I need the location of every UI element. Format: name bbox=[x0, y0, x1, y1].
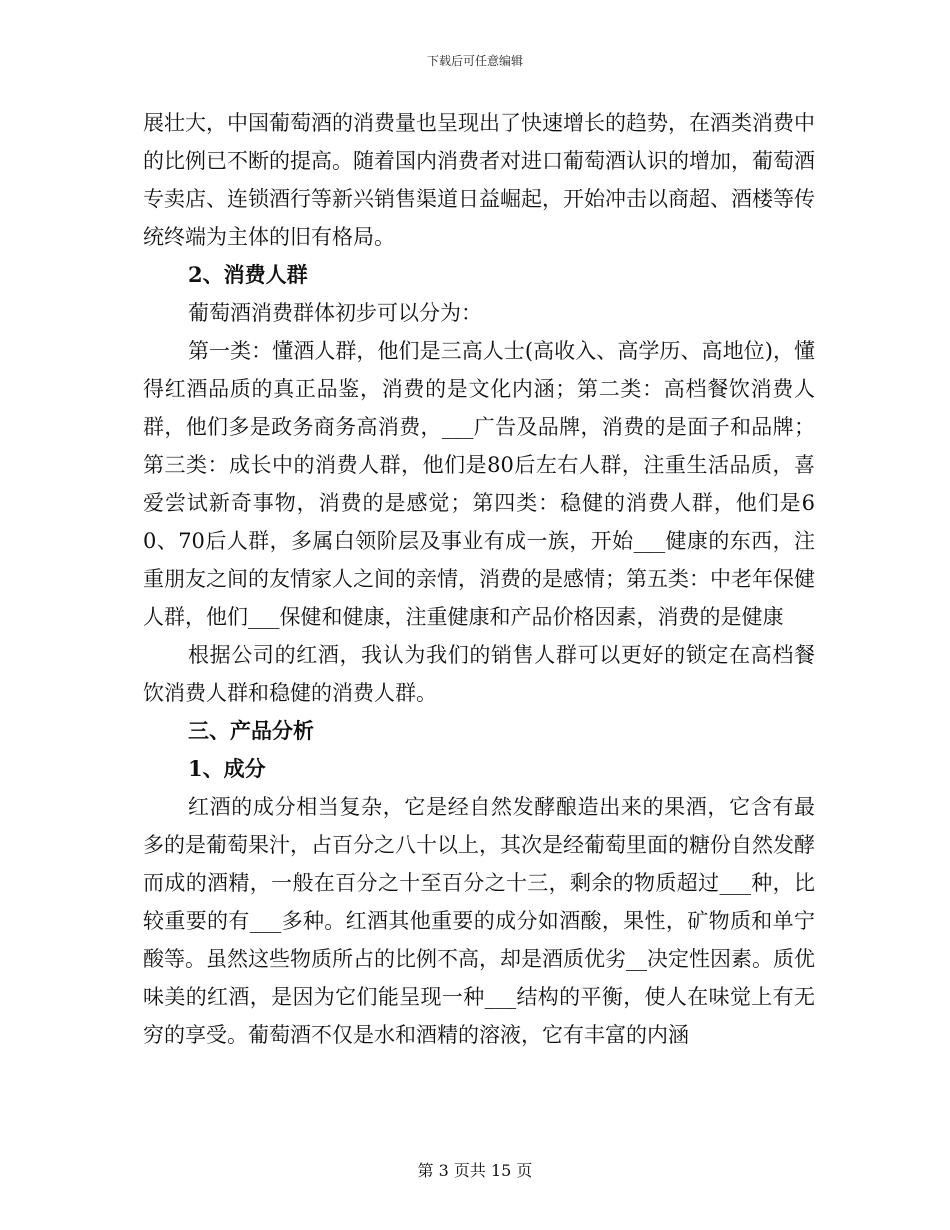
paragraph-consumer-intro: 葡萄酒消费群体初步可以分为： bbox=[188, 301, 482, 325]
document-body bbox=[143, 104, 815, 1054]
section-heading-consumer-groups: 2、消费人群 bbox=[188, 262, 308, 287]
paragraph-ingredients: 红酒的成分相当复杂，它是经自然发酵酿造出来的果酒，它含有最多的是葡萄果汁，占百分之八十以上，其次是经葡萄里面的糖份自然发酵而成的酒精，一般在百分之十至百分之十三，剩余的物质超过___种，比较重要的有___多种。红酒其他重要的成分如酒酸，果性，矿物质和单宁酸等。虽然这些物质所占的比例不高，却是酒质优劣__决定性因素。质优味美的红酒，是因为它们能呈现一种___结构的平衡，使人在味觉上有无穷的享受。葡萄酒不仅是水和酒精的溶液，它有丰富的内涵 bbox=[143, 795, 815, 1047]
paragraph-consumer-categories: 第一类：懂酒人群，他们是三高人士(高收入、高学历、高地位)，懂得红酒品质的真正品鉴，消费的是文化内涵；第二类：高档餐饮消费人群，他们多是政务商务高消费，___广告及品牌，消费的是面子和品牌；第三类：成长中的消费人群，他们是80后左右人群，注重生活品质，喜爱尝试新奇事物，消费的是感觉；第四类：稳健的消费人群，他们是60、70后人群，多属白领阶层及事业有成一族，开始___健康的东西，注重朋友之间的友情家人之间的亲情，消费的是感情；第五类：中老年保健人群，他们___保健和健康，注重健康和产品价格因素，消费的是健康 bbox=[143, 339, 815, 629]
section-heading-ingredients: 1、成分 bbox=[188, 756, 266, 781]
page-header: 下载后可任意编辑 bbox=[426, 54, 523, 68]
page-footer: 第 3 页共 15 页 bbox=[417, 1161, 533, 1180]
section-heading-product-analysis: 三、产品分析 bbox=[188, 718, 314, 743]
paragraph-continuation: 展壮大，中国葡萄酒的消费量也呈现出了快速增长的趋势，在酒类消费中的比例已不断的提高。随着国内消费者对进口葡萄酒认识的增加，葡萄酒专卖店、连锁酒行等新兴销售渠道日益崛起，开始冲击以商超、酒楼等传统终端为主体的旧有格局。 bbox=[143, 111, 815, 249]
paragraph-target-groups: 根据公司的红酒，我认为我们的销售人群可以更好的锁定在高档餐饮消费人群和稳健的消费人群。 bbox=[143, 643, 815, 705]
